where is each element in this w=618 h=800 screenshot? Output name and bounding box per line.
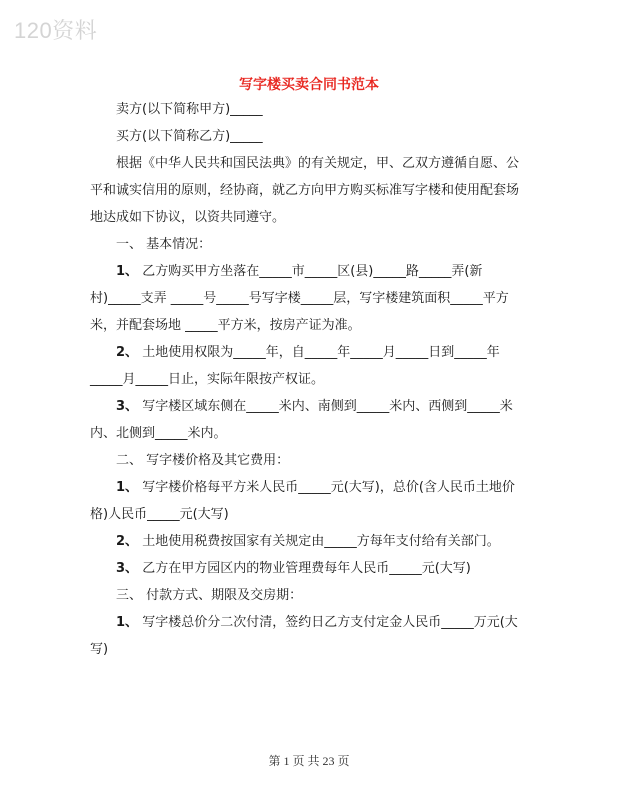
paragraph-text: 三、 付款方式、期限及交房期： (116, 588, 303, 603)
seller-line (90, 96, 530, 123)
buyer-line (90, 123, 530, 150)
clause-2-2 (90, 528, 530, 555)
clause-1-3 (90, 393, 530, 447)
paragraph-text: 乙方在甲方园区内的物业管理费每年人民币_____元(大写) (142, 561, 471, 576)
paragraph-text: 乙方购买甲方坐落在_____市_____区(县)_____路_____弄(新村)_____支弄 _____号_____号写字楼_____层，写字楼建筑面积_____平方米，并配套场地 _____平方米，按房产证为准。 (90, 264, 509, 333)
paragraph-text: 一、 基本情况： (116, 237, 212, 252)
clause-number: 1、 (116, 264, 139, 279)
section-heading-3 (90, 582, 530, 609)
paragraph-text: 写字楼总价分二次付清，签约日乙方支付定金人民币_____万元(大写) (90, 615, 518, 657)
clause-number: 1、 (116, 615, 139, 630)
clause-2-3 (90, 555, 530, 582)
clause-1-2 (90, 339, 530, 393)
watermark: 120资料 (14, 18, 98, 43)
paragraph-text: 二、 写字楼价格及其它费用： (116, 453, 290, 468)
document-title: 写字楼买卖合同书范本 (239, 77, 379, 93)
paragraph-text: 买方(以下简称乙方)_____ (116, 129, 263, 144)
preamble-paragraph (90, 150, 530, 231)
section-heading-1 (90, 231, 530, 258)
clause-1-1 (90, 258, 530, 339)
clause-number: 2、 (116, 345, 139, 360)
clause-number: 3、 (116, 561, 139, 576)
clause-number: 2、 (116, 534, 139, 549)
paragraph-text: 土地使用税费按国家有关规定由_____方每年支付给有关部门。 (142, 534, 500, 549)
document-body (90, 96, 530, 663)
page-footer: 第 1 页 共 23 页 (268, 754, 350, 768)
paragraph-text: 根据《中华人民共和国民法典》的有关规定，甲、乙双方遵循自愿、公平和诚实信用的原则，经协商，就乙方向甲方购买标准写字楼和使用配套场地达成如下协议，以资共同遵守。 (90, 156, 520, 225)
paragraph-text: 写字楼区域东侧在_____米内、南侧到_____米内、西侧到_____米内、北侧到_____米内。 (90, 399, 513, 441)
clause-number: 3、 (116, 399, 139, 414)
paragraph-text: 写字楼价格每平方米人民币_____元(大写)，总价(含人民币土地价格)人民币_____元(大写) (90, 480, 515, 522)
section-heading-2 (90, 447, 530, 474)
clause-number: 1、 (116, 480, 139, 495)
clause-2-1 (90, 474, 530, 528)
clause-3-1 (90, 609, 530, 663)
paragraph-text: 卖方(以下简称甲方)_____ (116, 102, 263, 117)
paragraph-text: 土地使用权限为_____年，自_____年_____月_____日到_____年_____月_____日止，实际年限按产权证。 (90, 345, 500, 387)
